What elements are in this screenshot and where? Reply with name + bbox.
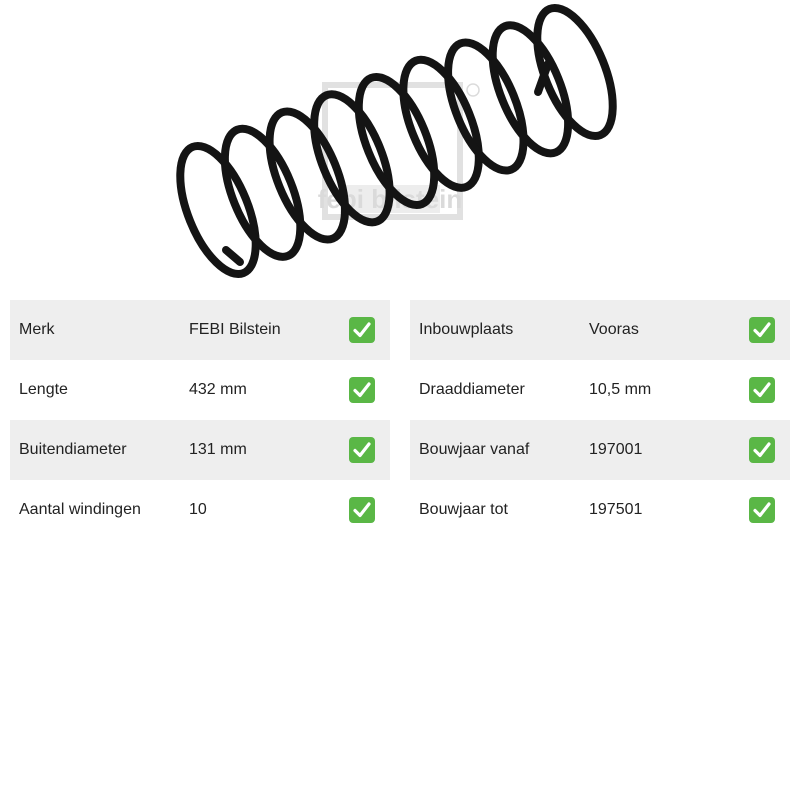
spec-label: Merk — [19, 321, 55, 338]
spec-row-inbouwplaats — [410, 300, 790, 360]
spring-coil — [433, 32, 540, 181]
spec-label: Bouwjaar tot — [419, 501, 508, 518]
spring-coil — [165, 136, 272, 285]
check-mark-icon — [349, 437, 375, 463]
check-mark-icon — [749, 497, 775, 523]
spec-value: Vooras — [589, 321, 639, 338]
spec-value: 131 mm — [189, 441, 247, 458]
spring-coil — [477, 15, 584, 164]
spec-value: 432 mm — [189, 381, 247, 398]
coil-spring-photo — [0, 0, 800, 290]
spec-table-left — [10, 300, 390, 540]
check-mark-icon — [749, 377, 775, 403]
spec-label: Draaddiameter — [419, 381, 525, 398]
spec-row-draaddiameter — [410, 360, 790, 420]
spec-value: 197001 — [589, 441, 643, 458]
spec-row-merk — [10, 300, 390, 360]
spring-coil — [209, 119, 316, 268]
spec-value: 10 — [189, 501, 207, 518]
watermark-text: febi bilstein — [317, 184, 463, 214]
spec-label: Bouwjaar vanaf — [419, 441, 530, 458]
spec-value: 197501 — [589, 501, 643, 518]
check-mark-icon — [749, 437, 775, 463]
spec-row-aantal-windingen — [10, 480, 390, 540]
spec-row-buitendiameter — [10, 420, 390, 480]
spec-row-bouwjaar-vanaf — [410, 420, 790, 480]
spec-row-lengte — [10, 360, 390, 420]
spec-label: Lengte — [19, 381, 68, 398]
spec-label: Buitendiameter — [19, 441, 127, 458]
spring-coil — [299, 84, 406, 233]
check-mark-icon — [349, 497, 375, 523]
spring-coil — [388, 50, 495, 199]
spring-end — [226, 250, 240, 262]
spring-coil — [254, 101, 361, 250]
spec-table-right — [410, 300, 790, 540]
spec-row-bouwjaar-tot — [410, 480, 790, 540]
spec-value: 10,5 mm — [589, 381, 652, 398]
check-mark-icon — [349, 317, 375, 343]
spec-value: FEBI Bilstein — [189, 321, 281, 338]
spring-coil — [522, 0, 629, 146]
check-mark-icon — [349, 377, 375, 403]
spring-coils — [165, 0, 629, 284]
spec-label: Aantal windingen — [19, 501, 141, 518]
spec-label: Inbouwplaats — [419, 321, 514, 338]
product-image — [0, 0, 800, 290]
check-mark-icon — [749, 317, 775, 343]
